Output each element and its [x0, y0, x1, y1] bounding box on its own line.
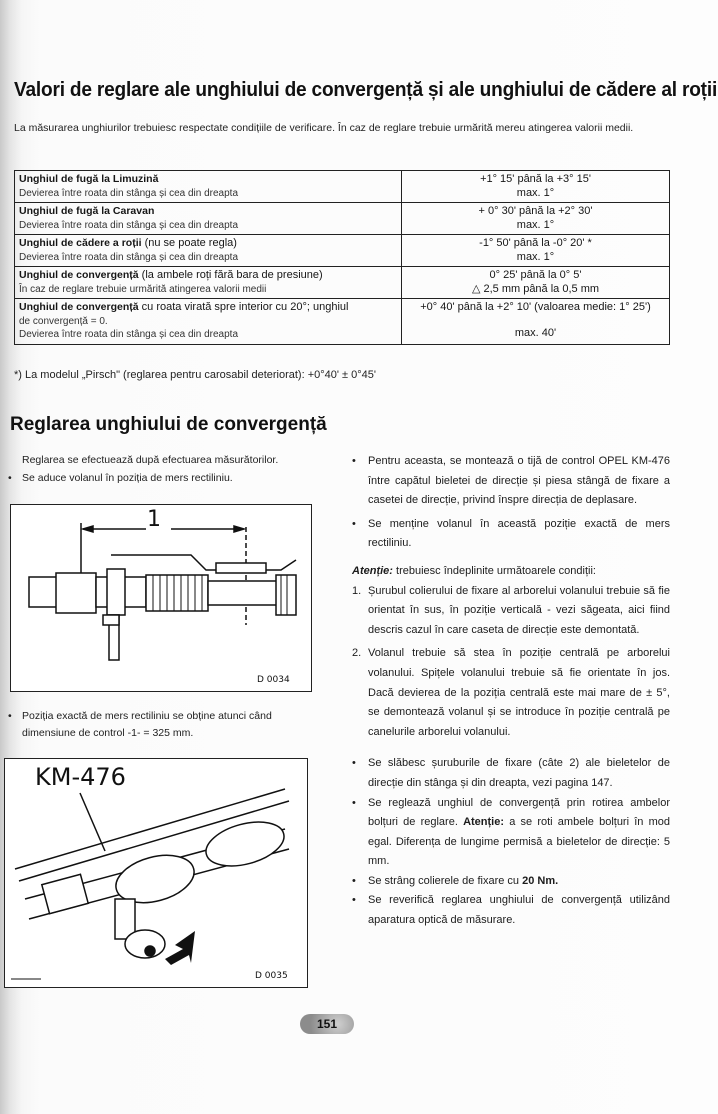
item-number: 1.: [352, 584, 362, 597]
row-title-note: (la ambele roți fără bara de presiune): [138, 269, 323, 281]
item-number: 2.: [352, 647, 362, 660]
bullet-item: [352, 794, 670, 872]
row-tolerance: max. 40': [514, 326, 557, 339]
numbered-item: [352, 644, 670, 742]
row-tolerance: max. 1°: [516, 250, 555, 263]
row-title: Unghiul de convergență: [19, 269, 139, 281]
page-heading: Valori de reglare ale unghiului de convergență și ale unghiului de cădere al roții: [14, 78, 718, 101]
section-title: Reglarea unghiului de convergență: [10, 414, 327, 435]
figure-steering-rack: [10, 504, 312, 692]
row-subtitle-2: Devierea între roata din stânga și cea din dreapta: [19, 329, 239, 340]
bullet-item: • Pentru aceasta, se montează o tijă de control OPEL KM-476 între capătul bieletei de direcție și piesa stângă de fixare a casetei de direcție, privind înspre direcția de deplasare.: [352, 452, 670, 511]
row-title: Unghiul de fugă la Limuzină: [19, 173, 159, 185]
table-row: [15, 235, 670, 267]
row-value: +1° 15' până la +3° 15': [480, 173, 591, 185]
bullet-item: • Se menține volanul în această poziție exactă de mers rectiliniu.: [352, 515, 670, 554]
table-row: [15, 267, 670, 299]
figure-code: D 0035: [255, 971, 288, 981]
attention-label: Atenție:: [463, 816, 505, 829]
bullet-text: a se roti ambele bolțuri în mod egal. Diferența de lungime permisă a bieletelor de direcție: 5 mm.: [368, 816, 670, 868]
bullet-item: • Se aduce volanul în poziția de mers rectiliniu.: [22, 470, 233, 487]
attention-text: trebuiesc îndeplinite următoarele condiții:: [392, 564, 596, 577]
row-tolerance: max. 1°: [516, 218, 555, 231]
arrow-icon: [165, 931, 195, 965]
intro-text: La măsurarea unghiurilor trebuiesc respectate condițiile de verificare. În caz de reglare trebuie urmărită mereu atingerea valorii medii.: [14, 122, 634, 134]
row-tolerance: max. 1°: [516, 186, 555, 199]
table-row: [15, 299, 670, 345]
row-title-note: (nu se poate regla): [141, 237, 237, 249]
row-subtitle: Devierea între roata din stânga și cea din dreapta: [19, 219, 239, 231]
specs-table: [14, 170, 670, 345]
attention-label: Atenție:: [352, 564, 393, 577]
footnote: *) La modelul „Pirsch" (reglarea pentru carosabil deteriorat): +0°40' ± 0°45': [14, 369, 376, 381]
table-row: [15, 203, 670, 235]
row-subtitle: de convergență = 0.: [19, 315, 108, 327]
km476-drawing: [5, 759, 307, 987]
row-subtitle: În caz de reglare trebuie urmărită atingerea valorii medii: [19, 283, 267, 295]
figure-code: D 0034: [257, 675, 290, 685]
row-subtitle: Devierea între roata din stânga și cea din dreapta: [19, 187, 239, 199]
row-value: + 0° 30' până la +2° 30': [478, 205, 593, 217]
row-value: +0° 40' până la +2° 10' (valoarea medie: 1° 25'): [420, 301, 651, 313]
row-title-note: cu roata virată spre interior cu 20°; unghiul: [138, 301, 349, 313]
torque-value: 20 Nm.: [522, 874, 559, 887]
bullet-text: Se reglează unghiul de convergență prin rotirea ambelor bolțuri de reglare.: [368, 796, 670, 829]
table-row: [15, 171, 670, 203]
row-title: Unghiul de convergență: [19, 301, 139, 313]
numbered-item: [352, 582, 670, 641]
row-tolerance: △ 2,5 mm până la 0,5 mm: [471, 282, 600, 295]
intro-paragraph: Reglarea se efectuează după efectuarea măsurătorilor.: [22, 454, 279, 466]
dimension-label: 1: [147, 507, 161, 532]
steering-rack-drawing: [11, 505, 311, 691]
bullet-item: [352, 872, 670, 892]
attention-note: [352, 562, 670, 582]
bullet-item: • Se slăbesc șuruburile de fixare (câte 2) ale bieletelor de direcție din stânga și din dreapta, vezi pagina 147.: [352, 754, 670, 793]
bullet-item: • Poziția exactă de mers rectiliniu se obține atunci când dimensiune de control -1- = 325 mm.: [22, 708, 312, 742]
row-title: Unghiul de fugă la Caravan: [19, 205, 155, 217]
item-text: Volanul trebuie să stea în poziție centrală pe arborelui volanului. Spițele volanului trebuie să fie orientate în jos. Dacă devierea de la poziția centrală este mai mare de ± 5°, se demontează volanul și se introduce în poziție centrală pe canelurile arborelui volanului.: [368, 647, 670, 738]
item-text: Șurubul colierului de fixare al arborelui volanului trebuie să fie orientat în sus, în poziție verticală - vezi săgeata, aici fiind descris cazul în care caseta de direcție este demontată.: [368, 584, 670, 636]
figure-km476-tool: [4, 758, 308, 988]
row-subtitle: Devierea între roata din stânga și cea din dreapta: [19, 251, 239, 263]
tool-label: KM-476: [35, 763, 126, 791]
row-title: Unghiul de cădere a roții: [19, 237, 142, 249]
row-value: 0° 25' până la 0° 5': [489, 269, 582, 281]
row-value: -1° 50' până la -0° 20' *: [479, 237, 592, 249]
page-number: 151: [300, 1014, 354, 1034]
bullet-text: Se strâng colierele de fixare cu: [368, 874, 523, 887]
bullet-item: • Se reverifică reglarea unghiului de convergență utilizând aparatura optică de măsurare.: [352, 891, 670, 930]
right-column: [352, 452, 670, 931]
